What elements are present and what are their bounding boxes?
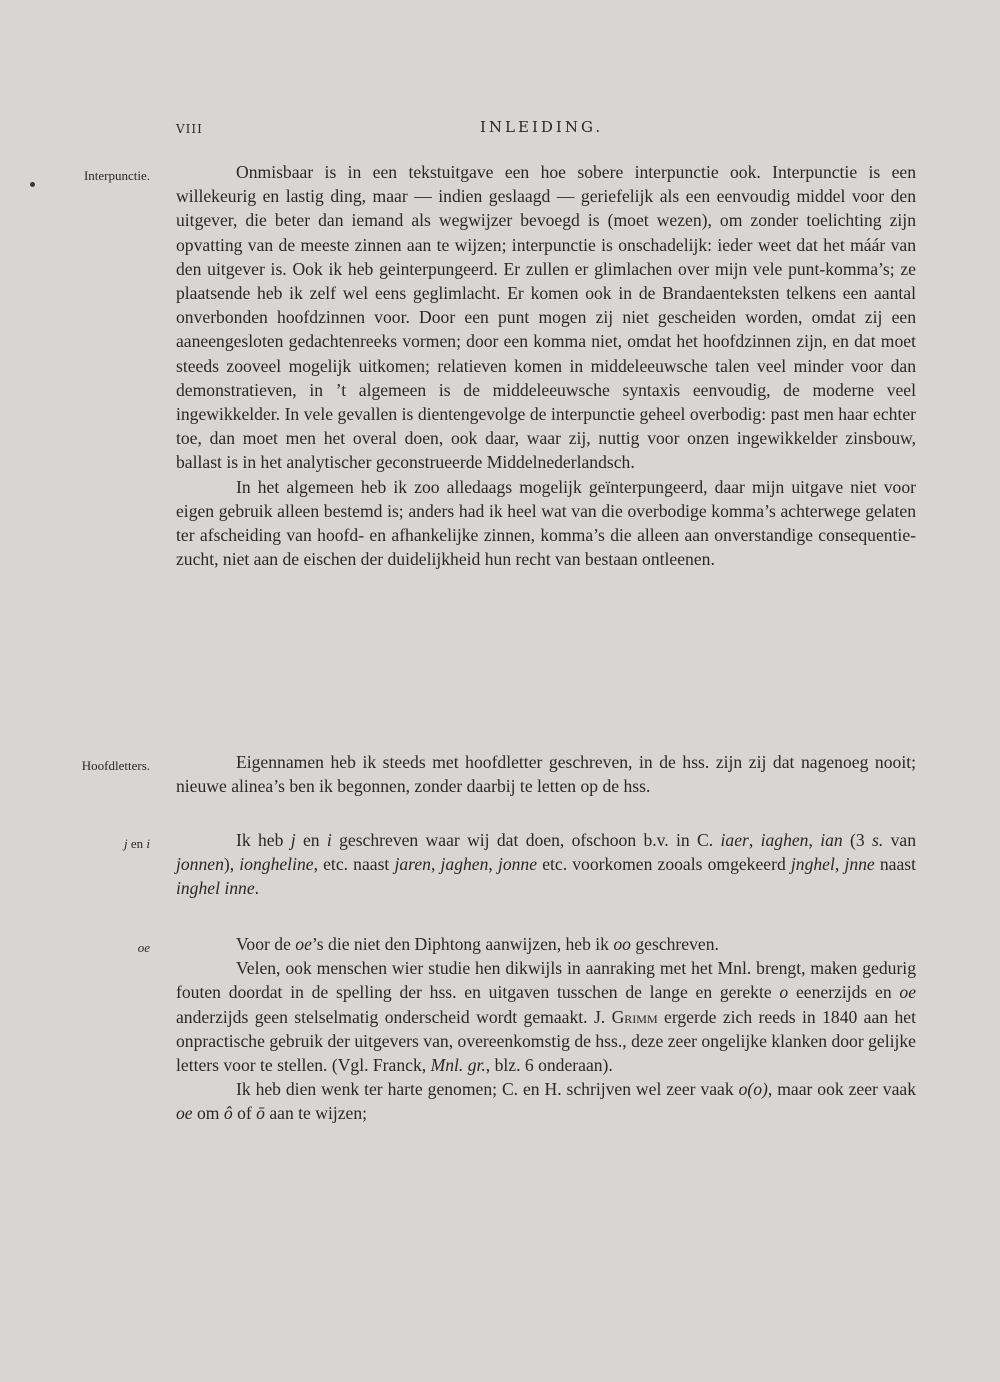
margin-en: en [130, 836, 144, 851]
text: geschreven. [630, 934, 719, 954]
text: van [883, 830, 917, 850]
text: anderzijds geen stelselmatig onderscheid wordt gemaakt. J. [176, 1006, 612, 1027]
text: om [192, 1103, 224, 1124]
text-italic: ô [223, 1103, 233, 1124]
text-italic: i [326, 830, 332, 850]
text: etc. voorkomen zooals omgekeerd [537, 854, 791, 875]
text: . [254, 878, 260, 899]
text-italic: inghel inne [176, 878, 255, 899]
text: ), [223, 854, 240, 875]
text: , maar ook zeer vaak [767, 1079, 916, 1100]
text: ergerde zich reeds in 1840 aan het onpractische gebruik der uitgevers van, overeenkomstig de hss., deze zeer ongelijke klanken door gelijke letters voor te stellen. (Vgl. Franck, [176, 1006, 916, 1076]
text-italic: oe [295, 934, 312, 954]
paragraph: Onmisbaar is in een tekstuitgave een hoe sobere interpunctie ook. Interpunctie is een willekeurig en lastig ding, maar — indien geslaagd — geriefelijk als een eenvoudig middel voor den uitgever, die beter dan iemand als wegwijzer bevoegd is (moet wezen), om zonder toelichting zijn opvatting van de meeste zinnen aan te wijzen; interpunctie is onschadelijk: ieder weet dat het máár van den uitgever is. Ook ik heb geinterpungeerd. Er zullen er glimlachen over mijn vele punt-komma’s; ze plaatsende heb ik zelf wel eens geglimlacht. Er komen ook in de Brandaenteksten telkens een aantal onverbonden hoofdzinnen voor. Door een punt mogen zij niet gescheiden worden, omdat zij een aaneengesloten gedachtenreeks vormen; door een komma niet, omdat het hoofdzinnen zijn, en dat moet steeds zooveel mogelijk uitkomen; relatieven komen in middeleeuwsche talen veel minder voor dan demonstratieven, in ’t algemeen is de middeleeuwsche syntaxis eenvoudig, de moderne veel ingewikkelder. In vele gevallen is dientengevolge de interpunctie geheel overbodig: past men haar echter toe, dan moet men het overal doen, ook daar, waar zij, nuttig voor onzen ingewikkelder zinsbouw, ballast is in het analytischer geconstrueerde Middelnederlandsch. [176, 162, 916, 473]
text: , etc. naast [313, 854, 395, 875]
text: ’s die niet den Diphtong aanwijzen, heb ik [311, 934, 614, 954]
text: , [834, 854, 845, 875]
running-head [0, 118, 1000, 142]
text: , [488, 854, 498, 875]
text-italic: ian [820, 830, 843, 850]
running-title: INLEIDING. [480, 118, 604, 136]
text-italic: iongheline [239, 854, 314, 875]
paragraph: Eigennamen heb ik steeds met hoofdletter geschreven, in de hss. zijn zij dat nagenoeg nooit; nieuwe alinea’s ben ik begonnen, zonder daarbij te letten op de hss. [176, 752, 916, 797]
text: Voor de [236, 934, 296, 954]
margin-note-interpunctie: Interpunctie. [83, 168, 150, 183]
paragraph: In het algemeen heb ik zoo alledaags mogelijk geïnterpungeerd, daar mijn uitgave niet voor eigen gebruik alleen bestemd is; anders had ik heel wat van die overbodige komma’s achterwege gelaten ter afscheiding van hoofd- en afhankelijke zinnen, komma’s die alleen aan onverstandige consequentie-zucht, niet aan de eischen der duidelijkheid hun recht van bestaan ontleenen. [176, 476, 916, 570]
text: eenerzijds en [788, 982, 900, 1003]
text: en [295, 830, 327, 850]
text: , [430, 854, 441, 875]
text: Velen, ook menschen wier studie hen dikwijls in aanraking met het Mnl. brengt, maken gedurig fouten doordat in de spelling der hss. en uitgaven tusschen de lange en gerekte [176, 958, 916, 1003]
text-italic: Mnl. gr. [430, 1055, 486, 1076]
text-italic: jaghen [440, 854, 489, 875]
text: , [748, 830, 761, 850]
margin-note-hoofdletters: Hoofdletters. [81, 758, 150, 773]
margin-note-oe: oe [137, 940, 150, 955]
text-italic: o(o) [738, 1079, 768, 1100]
text-smallcaps: Grimm [611, 1006, 658, 1027]
text: , [808, 830, 821, 850]
margin-j: j [123, 836, 128, 851]
section-oe [176, 932, 916, 1126]
text: geschreven waar wij dat doen, ofschoon b.v. in C. [331, 830, 721, 850]
text: of [232, 1103, 257, 1124]
text-italic: iaghen [760, 830, 809, 850]
text-italic: jnne [844, 854, 875, 875]
paragraph [176, 828, 916, 901]
text-italic: ō [256, 1103, 265, 1124]
text-italic: oe [176, 1103, 193, 1124]
text-italic: oe [899, 982, 916, 1003]
paragraph [176, 932, 916, 956]
text-italic: iaer [720, 830, 749, 850]
text-italic: jonnen [176, 854, 224, 875]
section-hoofdletters [176, 750, 916, 798]
section-j-en-i [176, 828, 916, 901]
text: , blz. 6 onderaan). [485, 1055, 613, 1076]
margin-i: i [146, 836, 150, 851]
text: Ik heb [236, 830, 291, 850]
text: (3 [842, 830, 873, 850]
text: aan te wijzen; [264, 1103, 368, 1124]
paragraph [176, 956, 916, 1077]
text-italic: jonne [497, 854, 538, 875]
text-italic: jaren [394, 854, 431, 875]
text-italic: oo [613, 934, 631, 954]
text-italic: s. [872, 830, 884, 850]
paragraph [176, 1077, 916, 1125]
text-italic: j [290, 830, 296, 850]
margin-note-j-en-i [20, 836, 150, 852]
section-interpunctie [176, 160, 916, 571]
text-italic: o [779, 982, 789, 1003]
text-italic: jnghel [790, 854, 835, 875]
text: naast [874, 854, 917, 875]
page-number: VIII [176, 122, 203, 136]
text: Ik heb dien wenk ter harte genomen; C. en H. schrijven wel zeer vaak [236, 1079, 739, 1100]
